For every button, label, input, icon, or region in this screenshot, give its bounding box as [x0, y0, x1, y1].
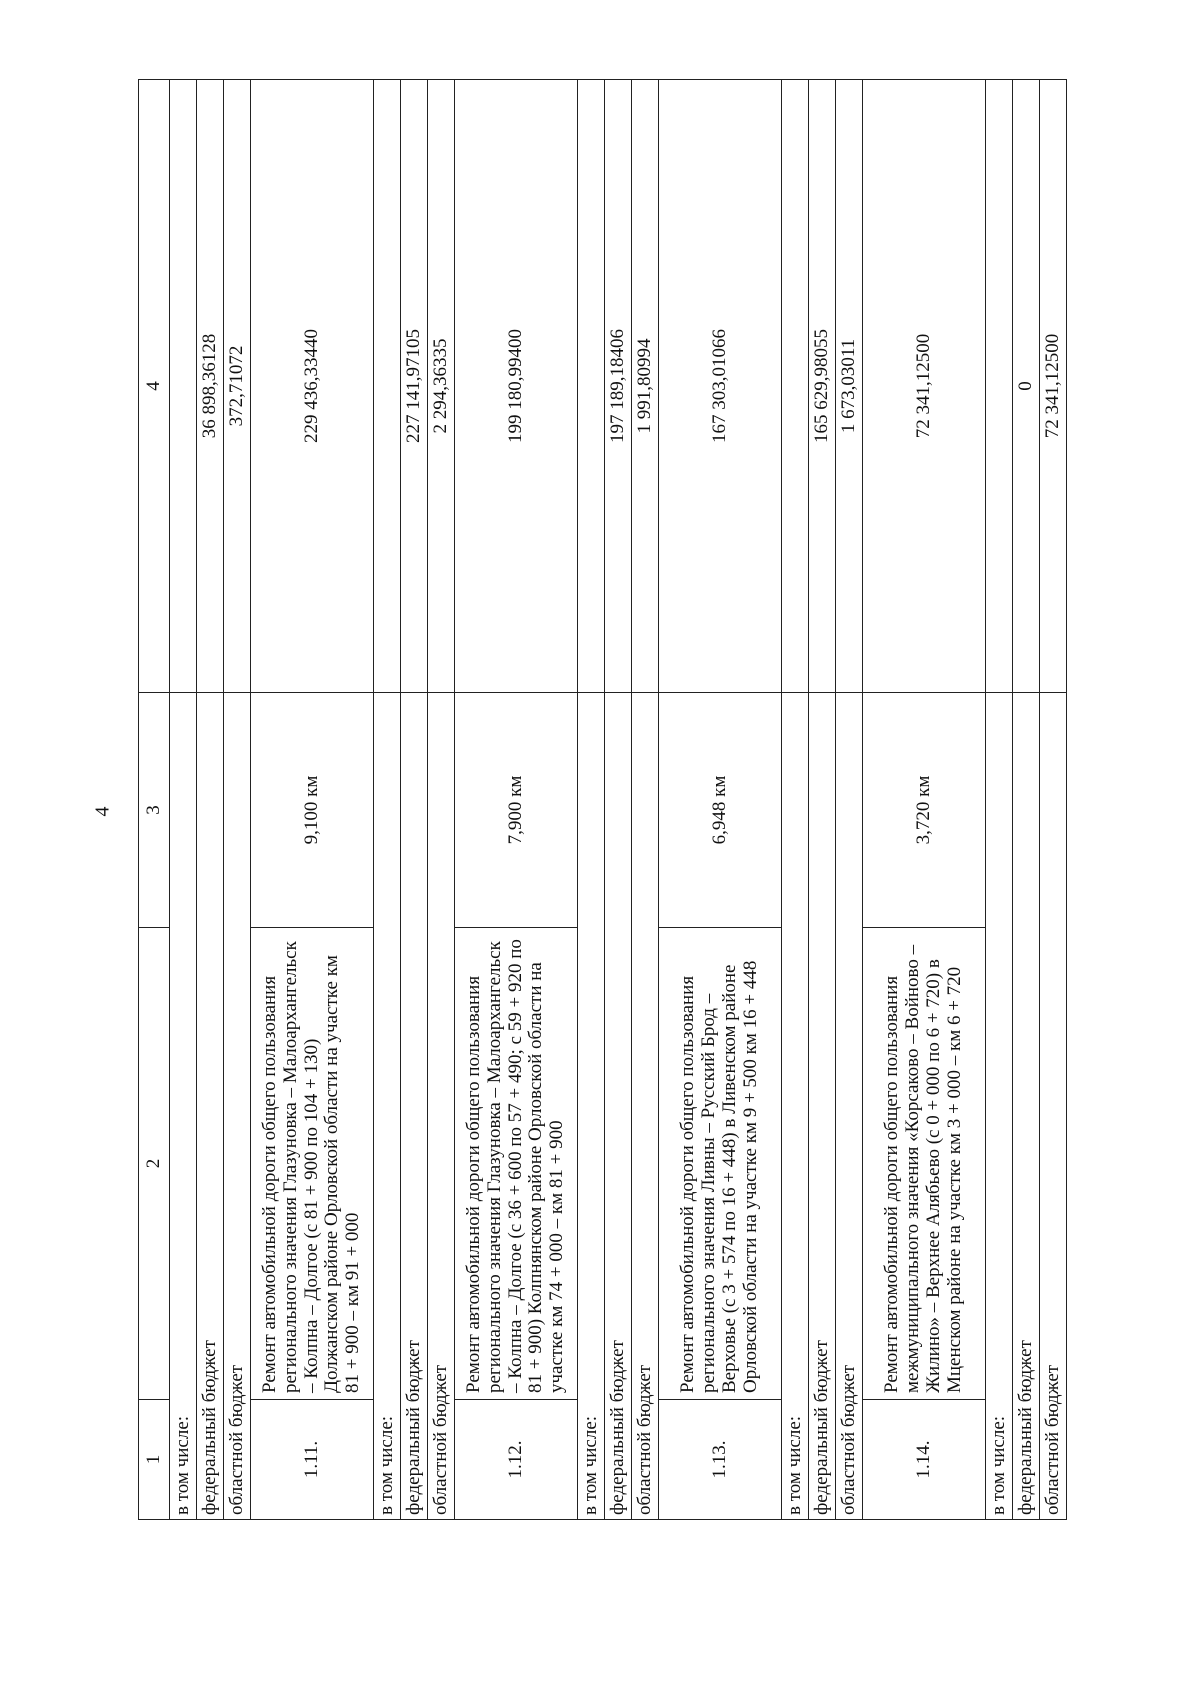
budget-subrow — [1040, 80, 1067, 1520]
item-number: 1.14. — [863, 1400, 986, 1520]
item-row — [251, 80, 374, 1520]
subrow-label: в том числе: — [782, 693, 809, 1520]
budget-subrow — [1013, 80, 1040, 1520]
item-row — [455, 80, 578, 1520]
subrow-amount: 36 898,36128 — [197, 80, 224, 693]
item-length: 9,100 км — [251, 693, 374, 928]
column-header: 4 — [139, 80, 170, 693]
subrow-amount — [986, 80, 1013, 693]
subrow-amount: 165 629,98055 — [809, 80, 836, 693]
item-description: Ремонт автомобильной дороги общего пользования межмуниципального значения «Корсаково – Войново – Жилино» – Верхнее Алябьево (с 0 + 000 по 6 + 720) в Мценском районе на участке км 3 + 000 – км 6 + 720 — [863, 928, 986, 1400]
item-amount: 167 303,01066 — [659, 80, 782, 693]
subrow-amount — [170, 80, 197, 693]
subrow-label: областной бюджет — [836, 693, 863, 1520]
budget-subrow — [374, 80, 401, 1520]
subrow-label: федеральный бюджет — [401, 693, 428, 1520]
budget-subrow — [605, 80, 632, 1520]
item-length: 3,720 км — [863, 693, 986, 928]
subrow-amount: 372,71072 — [224, 80, 251, 693]
item-description: Ремонт автомобильной дороги общего пользования регионального значения Глазуновка – Малоархангельск – Колпна – Долгое (с 81 + 900 по 104 + 130) Должанском районе Орловской области на участке км 81 + 900 – км 91 + 000 — [251, 928, 374, 1400]
subrow-label: в том числе: — [374, 693, 401, 1520]
subrow-label: областной бюджет — [224, 693, 251, 1520]
subrow-amount: 72 341,12500 — [1040, 80, 1067, 693]
subrow-label: областной бюджет — [632, 693, 659, 1520]
item-number: 1.12. — [455, 1400, 578, 1520]
subrow-amount: 1 673,03011 — [836, 80, 863, 693]
subrow-amount: 1 991,80994 — [632, 80, 659, 693]
item-row — [659, 80, 782, 1520]
subrow-label: федеральный бюджет — [1013, 693, 1040, 1520]
budget-subrow — [782, 80, 809, 1520]
subrow-amount — [374, 80, 401, 693]
item-length: 7,900 км — [455, 693, 578, 928]
subrow-amount: 0 — [1013, 80, 1040, 693]
item-length: 6,948 км — [659, 693, 782, 928]
budget-subrow — [224, 80, 251, 1520]
subrow-label: федеральный бюджет — [605, 693, 632, 1520]
item-row — [863, 80, 986, 1520]
column-header: 2 — [139, 928, 170, 1400]
subrow-label: в том числе: — [986, 693, 1013, 1520]
subrow-amount: 227 141,97105 — [401, 80, 428, 693]
subrow-amount — [578, 80, 605, 693]
item-description: Ремонт автомобильной дороги общего пользования регионального значения Ливны – Русский Брод – Верховье (с 3 + 574 по 16 + 448) в Ливенском районе Орловской области на участке км 9 + 500 км 16 + 448 — [659, 928, 782, 1400]
item-description: Ремонт автомобильной дороги общего пользования регионального значения Глазуновка – Малоархангельск – Колпна – Долгое (с 36 + 600 по 57 + 490; с 59 + 920 по 81 + 900) Колпнянском районе Орловской области на участке км 74 + 000 – км 81 + 900 — [455, 928, 578, 1400]
budget-subrow — [197, 80, 224, 1520]
item-number: 1.11. — [251, 1400, 374, 1520]
subrow-label: областной бюджет — [1040, 693, 1067, 1520]
item-amount: 199 180,99400 — [455, 80, 578, 693]
budget-table — [138, 79, 1067, 1520]
column-header: 1 — [139, 1400, 170, 1520]
subrow-label: областной бюджет — [428, 693, 455, 1520]
budget-subrow — [809, 80, 836, 1520]
item-amount: 72 341,12500 — [863, 80, 986, 693]
budget-subrow — [632, 80, 659, 1520]
budget-subrow — [986, 80, 1013, 1520]
subrow-label: федеральный бюджет — [809, 693, 836, 1520]
page-number: 4 — [91, 806, 114, 817]
subrow-amount: 2 294,36335 — [428, 80, 455, 693]
budget-subrow — [836, 80, 863, 1520]
budget-subrow — [401, 80, 428, 1520]
column-header: 3 — [139, 693, 170, 928]
budget-subrow — [170, 80, 197, 1520]
rotated-table-container — [138, 80, 1063, 1520]
item-amount: 229 436,33440 — [251, 80, 374, 693]
subrow-amount: 197 189,18406 — [605, 80, 632, 693]
subrow-label: в том числе: — [578, 693, 605, 1520]
subrow-label: федеральный бюджет — [197, 693, 224, 1520]
header-row — [139, 80, 170, 1520]
subrow-label: в том числе: — [170, 693, 197, 1520]
budget-subrow — [428, 80, 455, 1520]
budget-subrow — [578, 80, 605, 1520]
item-number: 1.13. — [659, 1400, 782, 1520]
subrow-amount — [782, 80, 809, 693]
